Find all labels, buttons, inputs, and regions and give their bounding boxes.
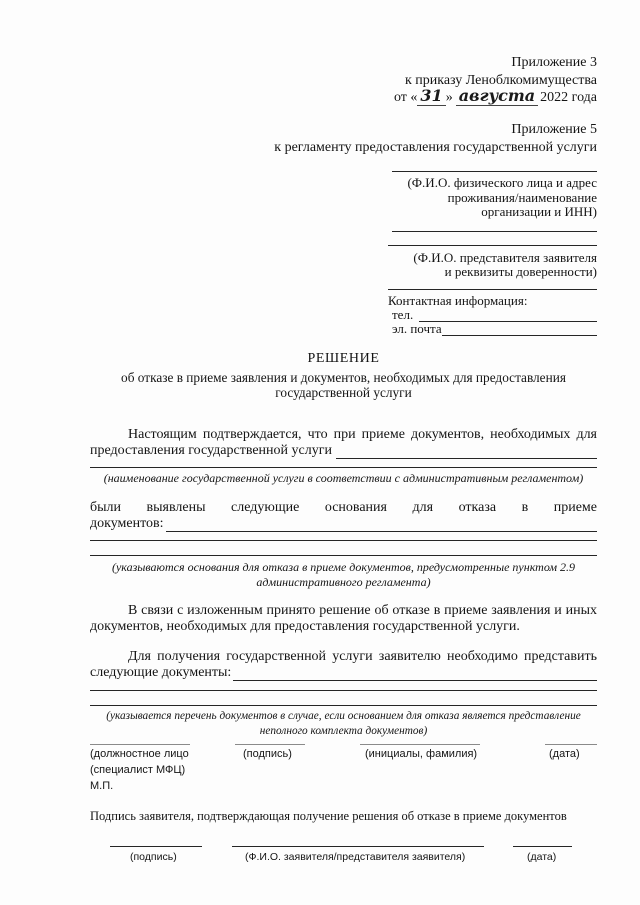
applicant-caption-line-3: организации и ИНН) <box>481 204 597 219</box>
official-position-line <box>90 744 190 745</box>
official-position-label-2: (специалист МФЦ) <box>90 764 186 776</box>
decision-subtitle-line-1: об отказе в приеме заявления и документов, необходимых для предоставления <box>121 370 566 385</box>
representative-caption-line-2: и реквизиты доверенности) <box>444 264 597 279</box>
contact-separator-line <box>388 289 597 290</box>
confirmation-line-2: предоставления государственной услуги <box>90 443 332 458</box>
applicant-caption-line-1: (Ф.И.О. физического лица и адрес <box>407 175 597 190</box>
date-month-handwritten: августа <box>456 87 538 106</box>
official-position-label: (должностное лицо <box>90 748 189 760</box>
official-name-label: (инициалы, фамилия) <box>365 748 478 760</box>
email-row <box>392 322 597 336</box>
official-signature-label: (подпись) <box>243 748 292 760</box>
grounds-caption-line-1: (указываются основания для отказа в приеме документов, предусмотренные пунктом 2.9 <box>111 560 576 574</box>
required-docs-line-2: следующие документы: <box>90 665 232 680</box>
phone-label: тел. <box>392 307 414 322</box>
applicant-name-line-bottom <box>232 846 484 847</box>
representative-line-1 <box>392 231 597 232</box>
required-docs-caption-line-2: неполного комплекта документов) <box>259 725 428 737</box>
grounds-line-a <box>90 540 597 541</box>
required-docs-row <box>90 665 597 681</box>
required-docs-line-a <box>90 690 597 691</box>
order-reference: к приказу Леноблкомимущества <box>404 73 597 88</box>
grounds-line-b <box>90 555 597 556</box>
representative-line-2 <box>388 245 597 246</box>
email-blank <box>442 323 597 336</box>
grounds-line-2: документов: <box>90 516 164 531</box>
service-name-blank <box>336 446 597 459</box>
service-name-row <box>90 443 597 459</box>
phone-blank <box>419 309 597 322</box>
conclusion-line-2: документов, необходимых для предоставления государственной услуги. <box>90 619 520 634</box>
regulation-reference: к регламенту предоставления государственной услуги <box>274 140 597 155</box>
official-date-label: (дата) <box>549 748 580 760</box>
official-date-line <box>545 744 597 745</box>
representative-caption-line-1: (Ф.И.О. представителя заявителя <box>413 250 597 265</box>
email-label: эл. почта <box>392 321 442 336</box>
official-name-line <box>360 744 480 745</box>
official-signature-line <box>235 744 305 745</box>
appendix-5-heading: Приложение 5 <box>511 122 597 137</box>
phone-row <box>392 308 597 322</box>
applicant-name-line <box>392 171 597 172</box>
confirmation-line-1: Настоящим подтверждается, что при приеме документов, необходимых для <box>128 427 597 442</box>
applicant-signature-label: (подпись) <box>130 851 177 863</box>
grounds-caption-line-2: административного регламента) <box>256 575 431 589</box>
conclusion-line-1: В связи с изложенным принято решение об отказе в приеме заявления и иных <box>128 603 597 618</box>
required-docs-caption-line-1: (указывается перечень документов в случае, если основанием для отказа является представление <box>106 710 581 722</box>
decision-title: РЕШЕНИЕ <box>307 351 380 366</box>
decision-subtitle-line-2: государственной услуги <box>275 385 412 400</box>
required-docs-line-1: Для получения государственной услуги заявителю необходимо представить <box>128 649 597 664</box>
grounds-row <box>90 516 597 532</box>
date-year: 2022 года <box>540 90 597 105</box>
required-docs-line-b <box>90 705 597 706</box>
applicant-signature-statement: Подпись заявителя, подтверждающая получение решения об отказе в приеме документов <box>90 809 567 823</box>
seal-label: М.П. <box>90 780 114 792</box>
order-date <box>394 87 597 106</box>
service-name-line <box>90 467 597 468</box>
applicant-name-label: (Ф.И.О. заявителя/представителя заявителя) <box>245 851 466 863</box>
applicant-caption-line-2: проживания/наименование <box>447 190 597 205</box>
applicant-date-label: (дата) <box>527 851 557 863</box>
date-day-handwritten: 31 <box>417 87 445 106</box>
grounds-blank <box>166 519 597 532</box>
date-prefix: от « <box>393 90 418 105</box>
appendix-3-heading: Приложение 3 <box>511 55 597 70</box>
applicant-date-line <box>513 846 572 847</box>
required-docs-blank <box>233 668 597 681</box>
service-name-caption: (наименование государственной услуги в соответствии с административным регламентом) <box>103 471 584 485</box>
contact-info-label: Контактная информация: <box>388 293 528 308</box>
grounds-line-1: были выявлены следующие основания для отказа в приеме <box>90 500 597 515</box>
applicant-signature-line <box>110 846 202 847</box>
date-close-quote: » <box>445 90 453 105</box>
